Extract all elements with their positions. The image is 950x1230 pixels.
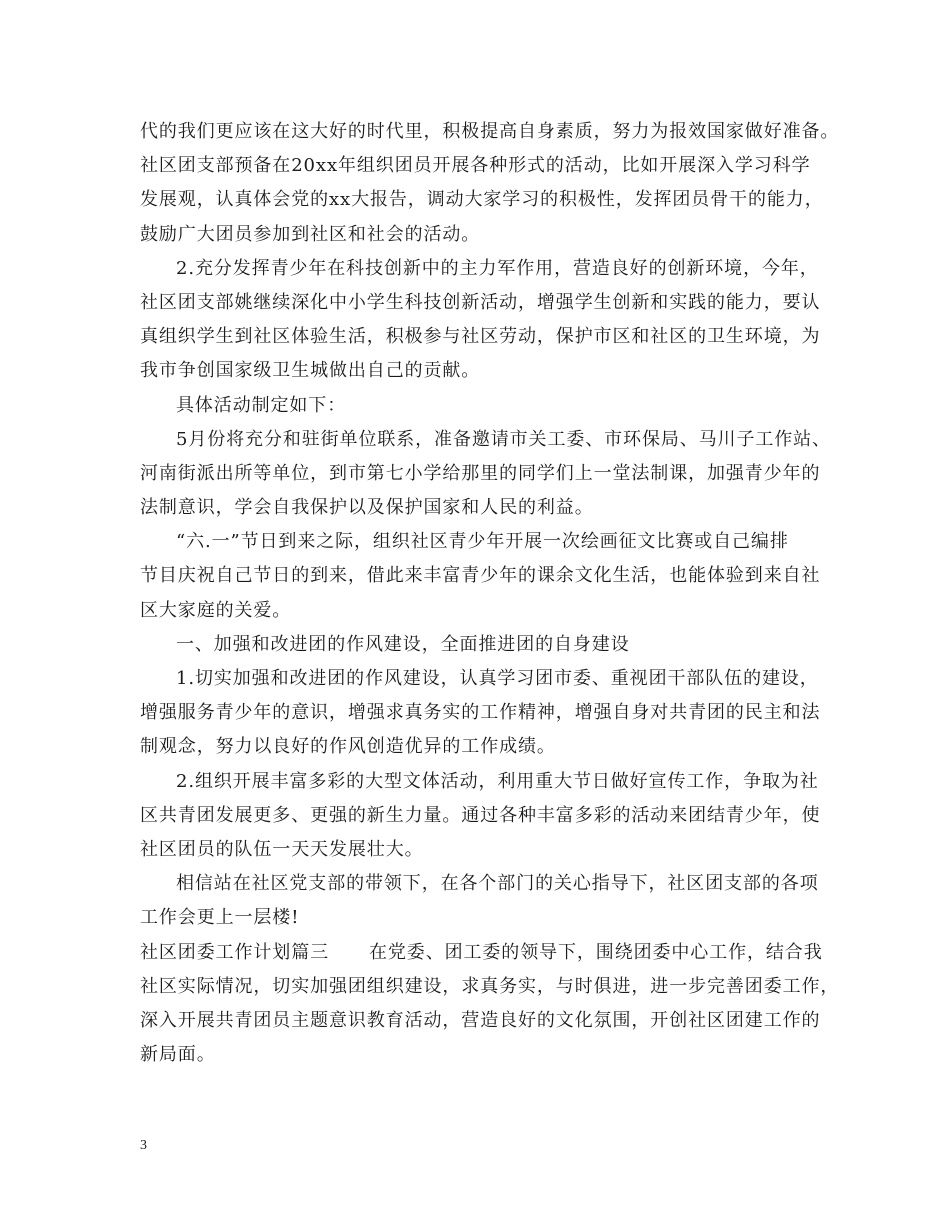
heading-continuation: 在党委、团工委的领导下，围绕团委中心工作，结合我 (369, 941, 823, 963)
text-line: 深入开展共青团员主题意识教育活动，营造良好的文化氛围，开创社区团建工作的 (140, 1009, 821, 1031)
text-line: 代的我们更应该在这大好的时代里，积极提高自身素质，努力为报效国家做好准备。 (140, 121, 840, 142)
text-line: 增强服务青少年的意识，增强求真务实的工作精神，增强自身对共青团的民主和法 (140, 702, 821, 724)
page-number: 3 (140, 1138, 147, 1153)
inline-heading: 社区团委工作计划篇三 (140, 941, 329, 963)
text-line: 区大家庭的关爱。 (140, 599, 292, 621)
text-line: 法制意识，学会自我保护以及保护国家和人民的利益。 (140, 497, 594, 519)
text-line: 制观念，努力以良好的作风创造优异的工作成绩。 (140, 736, 556, 758)
text-line: 2.组织开展丰富多彩的大型文体活动，利用重大节日做好宣传工作，争取为社 (176, 770, 819, 792)
text-line: 1.切实加强和改进团的作风建设，认真学习团市委、重视团干部队伍的建设， (176, 668, 819, 689)
text-line: 区共青团发展更多、更强的新生力量。通过各种丰富多彩的活动来团结青少年，使 (140, 804, 821, 826)
text-line: 5月份将充分和驻街单位联系，准备邀请市关工委、市环保局、马川子工作站、 (176, 428, 831, 450)
text-line: 2.充分发挥青少年在科技创新中的主力军作用，营造良好的创新环境，今年， (176, 257, 819, 279)
text-line: 社区团员的队伍一天天发展壮大。 (140, 838, 424, 860)
text-line: 社区团支部预备在20xx年组织团员开展各种形式的活动，比如开展深入学习科学 (140, 155, 811, 177)
text-line: 节目庆祝自己节日的到来，借此来丰富青少年的课余文化生活，也能体验到来自社 (140, 565, 821, 587)
section-heading: 一、加强和改进团的作风建设，全面推进团的自身建设 (176, 633, 630, 655)
text-line: 工作会更上一层楼! (140, 907, 300, 929)
heading-line (140, 936, 823, 970)
text-line: 河南街派出所等单位，到市第七小学给那里的同学们上一堂法制课，加强青少年的 (140, 462, 821, 484)
text-line: 社区实际情况，切实加强团组织建设，求真务实，与时俱进，进一步完善团委工作， (140, 975, 840, 997)
document-body (140, 115, 840, 1072)
text-line: 真组织学生到社区体验生活，积极参与社区劳动，保护市区和社区的卫生环境，为 (140, 326, 821, 348)
text-line: 鼓励广大团员参加到社区和社会的活动。 (140, 223, 481, 245)
text-line: 具体活动制定如下： (176, 394, 347, 416)
text-line: 新局面。 (140, 1044, 216, 1066)
text-line: 相信站在社区党支部的带领下，在各个部门的关心指导下，社区团支部的各项 (176, 873, 819, 895)
text-line: “六.一”节日到来之际，组织社区青少年开展一次绘画征文比赛或自己编排 (176, 531, 789, 553)
text-line: 社区团支部姚继续深化中小学生科技创新活动，增强学生创新和实践的能力，要认 (140, 291, 821, 313)
text-line: 发展观，认真体会党的xx大报告，调动大家学习的积极性，发挥团员骨干的能力， (140, 189, 824, 211)
text-line: 我市争创国家级卫生城做出自己的贡献。 (140, 360, 481, 382)
